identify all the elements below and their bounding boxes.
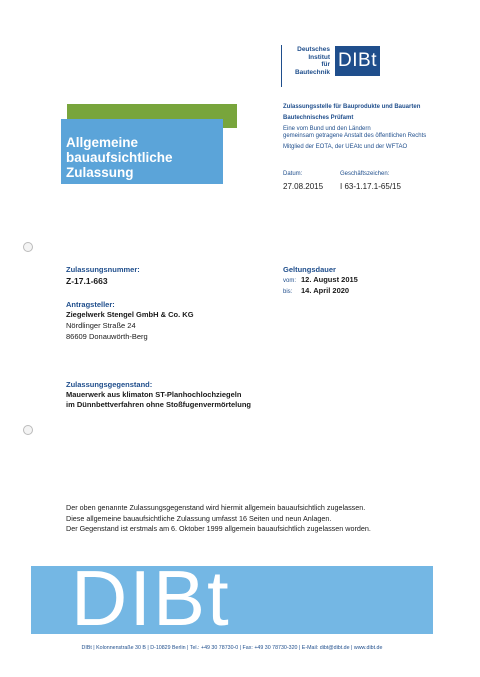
- subject-line: Mauerwerk aus klimaton ST-Planhochlochziegeln: [66, 390, 242, 399]
- approval-statement: [66, 503, 371, 535]
- subject-label: Zulassungsgegenstand:: [66, 380, 153, 389]
- institute-name-line: Bautechnik: [294, 68, 330, 76]
- authority-line: Eine vom Bund und den Ländern: [283, 126, 371, 132]
- validity-to-label: bis:: [283, 289, 293, 295]
- approval-number-label: Zulassungsnummer:: [66, 265, 140, 274]
- statement-line: Der oben genannte Zulassungsgegenstand wird hiermit allgemein bauaufsichtlich zugelassen.: [66, 503, 366, 512]
- validity-from-label: vom:: [283, 278, 297, 284]
- statement-line: Diese allgemeine bauaufsichtliche Zulassung umfasst 16 Seiten und neun Anlagen.: [66, 513, 332, 523]
- document-title-line: Allgemeine: [66, 135, 139, 150]
- institute-name-line: Institut: [308, 53, 330, 61]
- applicant-label: Antragsteller:: [66, 300, 115, 309]
- date-value: 27.08.2015: [283, 182, 324, 191]
- punch-hole: [23, 242, 33, 252]
- date-label: Datum:: [283, 171, 303, 177]
- subject-line: im Dünnbettverfahren ohne Stoßfugenvermörtelung: [66, 400, 252, 409]
- authority-line: Bautechnisches Prüfamt: [283, 115, 354, 121]
- authority-line: Mitglied der EOTA, der UEAtc und der WFTAO: [283, 144, 408, 150]
- applicant-street: Nördlinger Straße 24: [66, 321, 136, 330]
- document-title-line: Zulassung: [66, 165, 134, 180]
- applicant-city: 86609 Donauwörth-Berg: [66, 332, 148, 341]
- applicant-name: Ziegelwerk Stengel GmbH & Co. KG: [66, 310, 194, 319]
- footer-contact: DIBt | Kolonnenstraße 30 B | D-10829 Berlin | Tel.: +49 30 78730-0 | Fax: +49 30 78730-320 | E-Mail: dibt@dibt.de | www.dibt.de: [81, 645, 383, 651]
- logo-divider: [281, 45, 282, 87]
- document-title-line: bauaufsichtliche: [66, 150, 173, 165]
- institute-name: [284, 46, 330, 76]
- authority-line: gemeinsam getragene Anstalt des öffentlichen Rechts: [283, 133, 427, 139]
- footer-band: [31, 566, 433, 634]
- validity-from-value: 12. August 2015: [301, 275, 358, 284]
- institute-name-line: Deutsches: [297, 46, 330, 53]
- authority-line: Zulassungsstelle für Bauprodukte und Bauarten: [283, 104, 421, 110]
- document-title: [66, 135, 173, 180]
- validity-to-value: 14. April 2020: [301, 286, 350, 295]
- approval-number-value: Z-17.1-663: [66, 276, 108, 286]
- validity-label: Geltungsdauer: [283, 265, 336, 274]
- reference-label: Geschäftszeichen:: [340, 171, 390, 177]
- punch-hole: [23, 425, 33, 435]
- institute-name-line: für: [321, 61, 330, 68]
- footer-dibt-logo: DIBt: [71, 566, 231, 634]
- reference-value: I 63-1.17.1-65/15: [340, 182, 401, 191]
- statement-line: Der Gegenstand ist erstmals am 6. Oktober 1999 allgemein bauaufsichtlich zugelassen worden.: [66, 524, 371, 533]
- dibt-logo: DIBt: [335, 46, 380, 76]
